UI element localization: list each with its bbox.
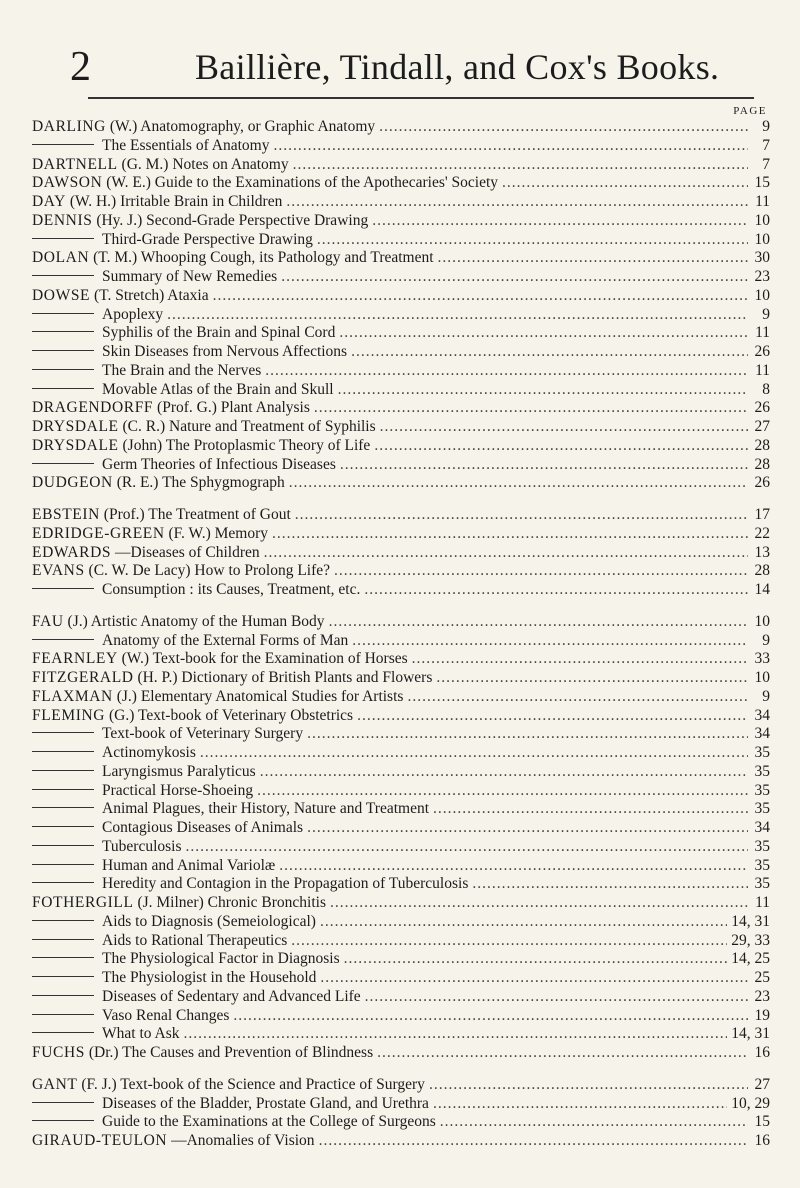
page-reference: 29, 33: [731, 931, 770, 949]
author-name: DARLING: [32, 118, 106, 135]
dot-leader: [200, 744, 748, 763]
page-reference: 11: [755, 361, 770, 379]
dot-leader: [379, 118, 748, 137]
catalogue-entry: [32, 174, 770, 193]
book-title: Guide to the Examinations at the College of Surgeons: [102, 1113, 436, 1131]
catalogue-entry: [32, 1076, 770, 1095]
book-title: (Hy. J.) Second-Grade Perspective Drawing: [96, 211, 369, 229]
book-list: [32, 118, 770, 1151]
page-reference: 9: [762, 631, 770, 649]
catalogue-subentry: [32, 857, 770, 876]
book-title: Summary of New Remedies: [102, 268, 278, 285]
page-reference: 14, 25: [731, 950, 770, 968]
book-title: (G. M.) Notes on Anatomy: [121, 155, 289, 173]
page-reference: 26: [754, 474, 770, 492]
catalogue-subentry: [32, 838, 770, 857]
page-title: Baillière, Tindall, and Cox's Books.: [195, 47, 720, 87]
dot-leader: [339, 324, 748, 343]
page-reference: 10: [754, 211, 770, 229]
author-name: FUCHS: [32, 1044, 85, 1061]
dot-leader: [307, 725, 748, 744]
book-title: Heredity and Contagion in the Propagation of Tuberculosis: [102, 875, 469, 893]
catalogue-subentry: [32, 137, 770, 156]
catalogue-entry: [32, 894, 770, 913]
ditto-dash: [32, 920, 94, 921]
page-reference: 34: [754, 819, 770, 836]
page-reference: 17: [754, 506, 770, 523]
author-name: DOWSE: [32, 286, 91, 304]
dot-leader: [330, 894, 748, 913]
author-name: DRYSDALE: [32, 418, 119, 435]
page-reference: 11: [755, 324, 770, 342]
book-title: What to Ask: [102, 1025, 180, 1043]
dot-leader: [357, 707, 748, 726]
ditto-dash: [32, 588, 94, 589]
page-reference: 35: [754, 837, 770, 855]
catalogue-subentry: [32, 1095, 770, 1114]
catalogue-entry: [32, 156, 770, 175]
ditto-dash: [32, 1032, 94, 1033]
group-spacer: [32, 600, 770, 613]
ditto-dash: [32, 331, 94, 332]
catalogue-subentry: [32, 988, 770, 1007]
dot-leader: [351, 343, 748, 362]
ditto-dash: [32, 732, 94, 733]
dot-leader: [377, 1044, 748, 1063]
dot-leader: [289, 474, 748, 493]
dot-leader: [319, 1132, 748, 1151]
author-name: EDWARDS: [32, 543, 112, 561]
book-title: Skin Diseases from Nervous Affections: [102, 343, 348, 360]
page-reference: 10, 29: [731, 1094, 770, 1112]
dot-leader: [344, 950, 728, 969]
page-reference: 26: [754, 343, 770, 360]
dot-leader: [167, 306, 748, 325]
dot-leader: [184, 1025, 728, 1044]
catalogue-subentry: [32, 1113, 770, 1132]
catalogue-entry: [32, 650, 770, 669]
dot-leader: [314, 399, 748, 418]
dot-leader: [374, 437, 748, 456]
book-title: —Anomalies of Vision: [171, 1132, 315, 1149]
ditto-dash: [32, 463, 94, 464]
catalogue-entry: [32, 474, 770, 493]
page-header: [0, 42, 800, 92]
catalogue-subentry: [32, 1025, 770, 1044]
book-title: Actinomykosis: [102, 744, 196, 761]
dot-leader: [433, 1095, 727, 1114]
dot-leader: [438, 249, 748, 268]
dot-leader: [433, 800, 748, 819]
page-reference: 13: [754, 543, 770, 561]
author-name: DRYSDALE: [32, 436, 119, 454]
book-title: (J.) Elementary Anatomical Studies for Artists: [116, 687, 404, 705]
page-reference: 11: [755, 193, 770, 210]
dot-leader: [380, 418, 748, 437]
ditto-dash: [32, 976, 94, 977]
dot-leader: [273, 137, 748, 156]
catalogue-subentry: [32, 763, 770, 782]
author-name: EDRIDGE-GREEN: [32, 524, 165, 542]
ditto-dash: [32, 144, 94, 145]
page-reference: 14, 31: [731, 912, 770, 930]
author-name: FITZGERALD: [32, 669, 134, 686]
book-title: Contagious Diseases of Animals: [102, 819, 304, 836]
page-reference: 25: [754, 969, 770, 986]
author-name: DAWSON: [32, 174, 103, 192]
book-title: (G.) Text-book of Veterinary Obstetrics: [108, 706, 354, 724]
page-reference: 10: [754, 286, 770, 304]
catalogue-subentry: [32, 969, 770, 988]
book-title: (John) The Protoplasmic Theory of Life: [122, 436, 371, 454]
page-reference: 11: [755, 894, 770, 911]
dot-leader: [186, 838, 748, 857]
page-reference: 34: [754, 706, 770, 724]
page-reference: 9: [762, 118, 770, 135]
catalogue-entry: [32, 118, 770, 137]
author-name: DAY: [32, 193, 66, 210]
book-title: Third-Grade Perspective Drawing: [102, 230, 313, 248]
ditto-dash: [32, 826, 94, 827]
book-title: Aids to Rational Therapeutics: [102, 931, 288, 949]
book-title: (Prof. G.) Plant Analysis: [157, 399, 310, 417]
dot-leader: [281, 268, 748, 287]
author-name: DENNIS: [32, 211, 93, 229]
dot-leader: [279, 857, 748, 876]
book-title: The Essentials of Anatomy: [102, 136, 270, 154]
author-name: DUDGEON: [32, 474, 113, 492]
book-title: (W. E.) Guide to the Examinations of the Apothecaries' Society: [106, 174, 499, 192]
book-title: Diseases of Sedentary and Advanced Life: [102, 987, 361, 1005]
book-title: (T. Stretch) Ataxia: [93, 286, 209, 304]
dot-leader: [272, 525, 748, 544]
book-title: (Prof.) The Treatment of Gout: [103, 506, 291, 523]
dot-leader: [340, 456, 748, 475]
dot-leader: [502, 174, 748, 193]
page-reference: 23: [754, 987, 770, 1005]
catalogue-subentry: [32, 1007, 770, 1026]
page-reference: 7: [762, 155, 770, 173]
catalogue-subentry: [32, 581, 770, 600]
book-title: (F. J.) Text-book of the Science and Practice of Surgery: [81, 1075, 425, 1093]
ditto-dash: [32, 770, 94, 771]
dot-leader: [286, 193, 748, 212]
dot-leader: [320, 969, 748, 988]
catalogue-entry: [32, 1132, 770, 1151]
page-reference: 15: [754, 174, 770, 192]
catalogue-subentry: [32, 343, 770, 362]
page-reference: 28: [754, 455, 770, 473]
page-reference: 35: [754, 762, 770, 780]
dot-leader: [293, 156, 748, 175]
dot-leader: [260, 763, 748, 782]
page-reference: 19: [754, 1006, 770, 1024]
catalogue-entry: [32, 399, 770, 418]
catalogue-subentry: [32, 362, 770, 381]
book-title: Practical Horse-Shoeing: [102, 781, 254, 799]
catalogue-subentry: [32, 932, 770, 951]
ditto-dash: [32, 275, 94, 276]
catalogue-entry: [32, 212, 770, 231]
dot-leader: [233, 1007, 748, 1026]
dot-leader: [352, 632, 748, 651]
ditto-dash: [32, 238, 94, 239]
page-reference: 30: [754, 249, 770, 267]
book-title: (F. W.) Memory: [168, 524, 269, 542]
catalogue-entry: [32, 437, 770, 456]
page-reference: 15: [754, 1113, 770, 1131]
author-name: FAU: [32, 612, 64, 630]
author-name: DOLAN: [32, 249, 90, 267]
catalogue-entry: [32, 249, 770, 268]
dot-leader: [472, 875, 748, 894]
book-title: (C. W. De Lacy) How to Prolong Life?: [88, 562, 331, 580]
catalogue-subentry: [32, 268, 770, 287]
catalogue-entry: [32, 562, 770, 581]
dot-leader: [329, 613, 748, 632]
catalogue-entry: [32, 613, 770, 632]
author-name: DARTNELL: [32, 155, 118, 173]
ditto-dash: [32, 388, 94, 389]
book-title: (W. H.) Irritable Brain in Children: [69, 193, 283, 210]
book-title: Tuberculosis: [102, 837, 182, 855]
book-title: The Physiologist in the Household: [102, 969, 317, 986]
page-reference: 8: [762, 380, 770, 398]
page-reference: 35: [754, 744, 770, 761]
group-spacer: [32, 493, 770, 506]
dot-leader: [291, 932, 727, 951]
catalogue-subentry: [32, 950, 770, 969]
page-reference: 34: [754, 725, 770, 743]
dot-leader: [334, 562, 748, 581]
page-reference: 16: [754, 1044, 770, 1061]
dot-leader: [440, 1113, 748, 1132]
dot-leader: [264, 544, 748, 563]
book-title: (W.) Text-book for the Examination of Horses: [121, 650, 408, 668]
catalogue-entry: [32, 193, 770, 212]
author-name: GIRAUD-TEULON: [32, 1132, 168, 1149]
catalogue-entry: [32, 544, 770, 563]
catalogue-entry: [32, 418, 770, 437]
catalogue-subentry: [32, 324, 770, 343]
book-title: (W.) Anatomography, or Graphic Anatomy: [109, 118, 376, 135]
dot-leader: [307, 819, 748, 838]
page-reference: 27: [754, 1075, 770, 1093]
catalogue-entry: [32, 287, 770, 306]
dot-leader: [295, 506, 748, 525]
dot-leader: [412, 650, 748, 669]
catalogue-entry: [32, 525, 770, 544]
book-title: (J. Milner) Chronic Bronchitis: [137, 894, 327, 911]
author-name: FOTHERGILL: [32, 894, 134, 911]
ditto-dash: [32, 845, 94, 846]
book-title: Movable Atlas of the Brain and Skull: [102, 380, 334, 398]
book-title: Diseases of the Bladder, Prostate Gland, and Urethra: [102, 1094, 429, 1112]
ditto-dash: [32, 995, 94, 996]
book-title: —Diseases of Children: [115, 543, 260, 561]
book-title: Germ Theories of Infectious Diseases: [102, 455, 336, 473]
catalogue-subentry: [32, 231, 770, 250]
page-reference: 10: [754, 669, 770, 686]
page-reference: 9: [762, 305, 770, 323]
page-reference: 16: [754, 1132, 770, 1149]
ditto-dash: [32, 1120, 94, 1121]
page-reference: 26: [754, 399, 770, 417]
catalogue-subentry: [32, 632, 770, 651]
ditto-dash: [32, 957, 94, 958]
book-title: The Physiological Factor in Diagnosis: [102, 950, 340, 968]
catalogue-subentry: [32, 725, 770, 744]
page-reference: 35: [754, 781, 770, 799]
book-title: (C. R.) Nature and Treatment of Syphilis: [122, 418, 376, 435]
book-title: (R. E.) The Sphygmograph: [116, 474, 285, 492]
book-title: Laryngismus Paralyticus: [102, 762, 256, 780]
book-title: (Dr.) The Causes and Prevention of Blindness: [88, 1044, 374, 1061]
ditto-dash: [32, 864, 94, 865]
book-title: Anatomy of the External Forms of Man: [102, 631, 349, 649]
catalogue-subentry: [32, 381, 770, 400]
author-name: GANT: [32, 1075, 78, 1093]
book-title: Animal Plagues, their History, Nature and Treatment: [102, 800, 430, 818]
book-title: Consumption : its Causes, Treatment, etc.: [102, 581, 361, 598]
dot-leader: [372, 212, 748, 231]
page-reference: 9: [762, 687, 770, 705]
dot-leader: [320, 913, 727, 932]
dot-leader: [338, 381, 748, 400]
page-reference: 23: [754, 268, 770, 285]
ditto-dash: [32, 639, 94, 640]
catalogue-subentry: [32, 800, 770, 819]
ditto-dash: [32, 369, 94, 370]
dot-leader: [436, 669, 748, 688]
catalogue-entry: [32, 1044, 770, 1063]
page-reference: 33: [754, 650, 770, 668]
page-reference: 7: [762, 136, 770, 154]
author-name: FLAXMAN: [32, 687, 113, 705]
ditto-dash: [32, 1014, 94, 1015]
catalogue-subentry: [32, 744, 770, 763]
book-title: (T. M.) Whooping Cough, its Pathology and Treatment: [93, 249, 434, 267]
book-title: Vaso Renal Changes: [102, 1006, 230, 1024]
page-reference: 14: [754, 581, 770, 598]
page-reference: 27: [754, 418, 770, 435]
dot-leader: [429, 1076, 748, 1095]
catalogue-entry: [32, 688, 770, 707]
ditto-dash: [32, 882, 94, 883]
dot-leader: [407, 688, 748, 707]
header-rule: [88, 97, 754, 99]
group-spacer: [32, 1063, 770, 1076]
author-name: EVANS: [32, 562, 85, 580]
ditto-dash: [32, 789, 94, 790]
page-reference: 28: [754, 436, 770, 454]
ditto-dash: [32, 939, 94, 940]
page-reference: 10: [754, 230, 770, 248]
dot-leader: [265, 362, 748, 381]
page-reference: 35: [754, 800, 770, 818]
page-column-label: PAGE: [733, 105, 767, 117]
catalogue-subentry: [32, 819, 770, 838]
author-name: DRAGENDORFF: [32, 399, 154, 417]
dot-leader: [257, 782, 748, 801]
page-number: 2: [70, 44, 91, 90]
author-name: EBSTEIN: [32, 506, 100, 523]
page-reference: 14, 31: [731, 1025, 770, 1043]
ditto-dash: [32, 1102, 94, 1103]
catalogue-subentry: [32, 875, 770, 894]
catalogue-entry: [32, 506, 770, 525]
dot-leader: [365, 988, 748, 1007]
page-reference: 22: [754, 524, 770, 542]
catalogue-subentry: [32, 782, 770, 801]
book-title: Apoplexy: [102, 305, 164, 323]
catalogue-entry: [32, 669, 770, 688]
dot-leader: [364, 581, 748, 600]
page-reference: 35: [754, 875, 770, 893]
book-title: (H. P.) Dictionary of British Plants and Flowers: [137, 669, 433, 686]
catalogue-entry: [32, 707, 770, 726]
ditto-dash: [32, 751, 94, 752]
page-reference: 10: [754, 612, 770, 630]
author-name: FEARNLEY: [32, 650, 118, 668]
ditto-dash: [32, 807, 94, 808]
book-title: The Brain and the Nerves: [102, 361, 262, 379]
page-reference: 35: [754, 856, 770, 874]
book-title: Text-book of Veterinary Surgery: [102, 725, 304, 743]
ditto-dash: [32, 313, 94, 314]
book-title: (J.) Artistic Anatomy of the Human Body: [67, 612, 325, 630]
author-name: FLEMING: [32, 706, 106, 724]
ditto-dash: [32, 350, 94, 351]
dot-leader: [213, 287, 748, 306]
catalogue-subentry: [32, 306, 770, 325]
book-title: Syphilis of the Brain and Spinal Cord: [102, 324, 336, 342]
catalogue-subentry: [32, 456, 770, 475]
book-title: Human and Animal Variolæ: [102, 856, 276, 874]
catalogue-subentry: [32, 913, 770, 932]
dot-leader: [317, 231, 748, 250]
book-title: Aids to Diagnosis (Semeiological): [102, 912, 316, 930]
page-reference: 28: [754, 562, 770, 580]
